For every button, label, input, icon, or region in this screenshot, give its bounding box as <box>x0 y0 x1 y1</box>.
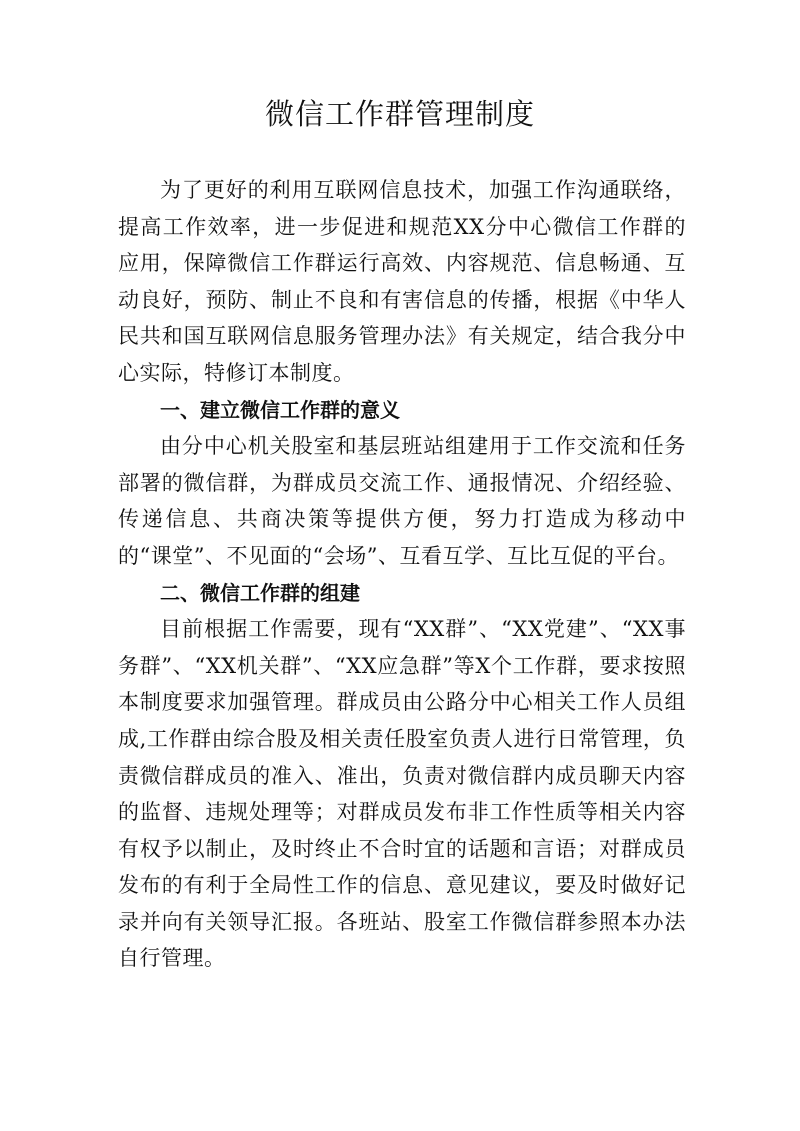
section-paragraph-formation: 目前根据工作需要，现有“XX群”、“XX党建”、“XX事务群”、“XX机关群”、“XX应急群”等X个工作群，要求按照本制度要求加强管理。群成员由公路分中心相关工作人员组成,工作群由综合股及相关责任股室负责人进行日常管理，负责微信群成员的准入、准出，负责对微信群内成员聊天内容的监督、违规处理等；对群成员发布非工作性质等相关内容有权予以制止，及时终止不合时宜的话题和言语；对群成员发布的有利于全局性工作的信息、意见建议，要及时做好记录并向有关领导汇报。各班站、股室工作微信群参照本办法自行管理。 <box>118 617 686 971</box>
section-paragraph-significance: 由分中心机关股室和基层班站组建用于工作交流和任务部署的微信群，为群成员交流工作、通报情况、介绍经验、传递信息、共商决策等提供方便，努力打造成为移动中的“课堂”、不见面的“会场”、互看互学、互比互促的平台。 <box>118 434 686 568</box>
intro-paragraph: 为了更好的利用互联网信息技术，加强工作沟通联络，提高工作效率，进一步促进和规范XX分中心微信工作群的应用，保障微信工作群运行高效、内容规范、信息畅通、互动良好，预防、制止不良和有害信息的传播，根据《中华人民共和国互联网信息服务管理办法》有关规定，结合我分中心实际，特修订本制度。 <box>118 178 686 385</box>
section-heading-significance: 一、建立微信工作群的意义 <box>160 397 400 422</box>
document-title: 微信工作群管理制度 <box>264 97 535 131</box>
section-heading-formation: 二、微信工作群的组建 <box>160 580 360 605</box>
document-body <box>118 172 686 977</box>
